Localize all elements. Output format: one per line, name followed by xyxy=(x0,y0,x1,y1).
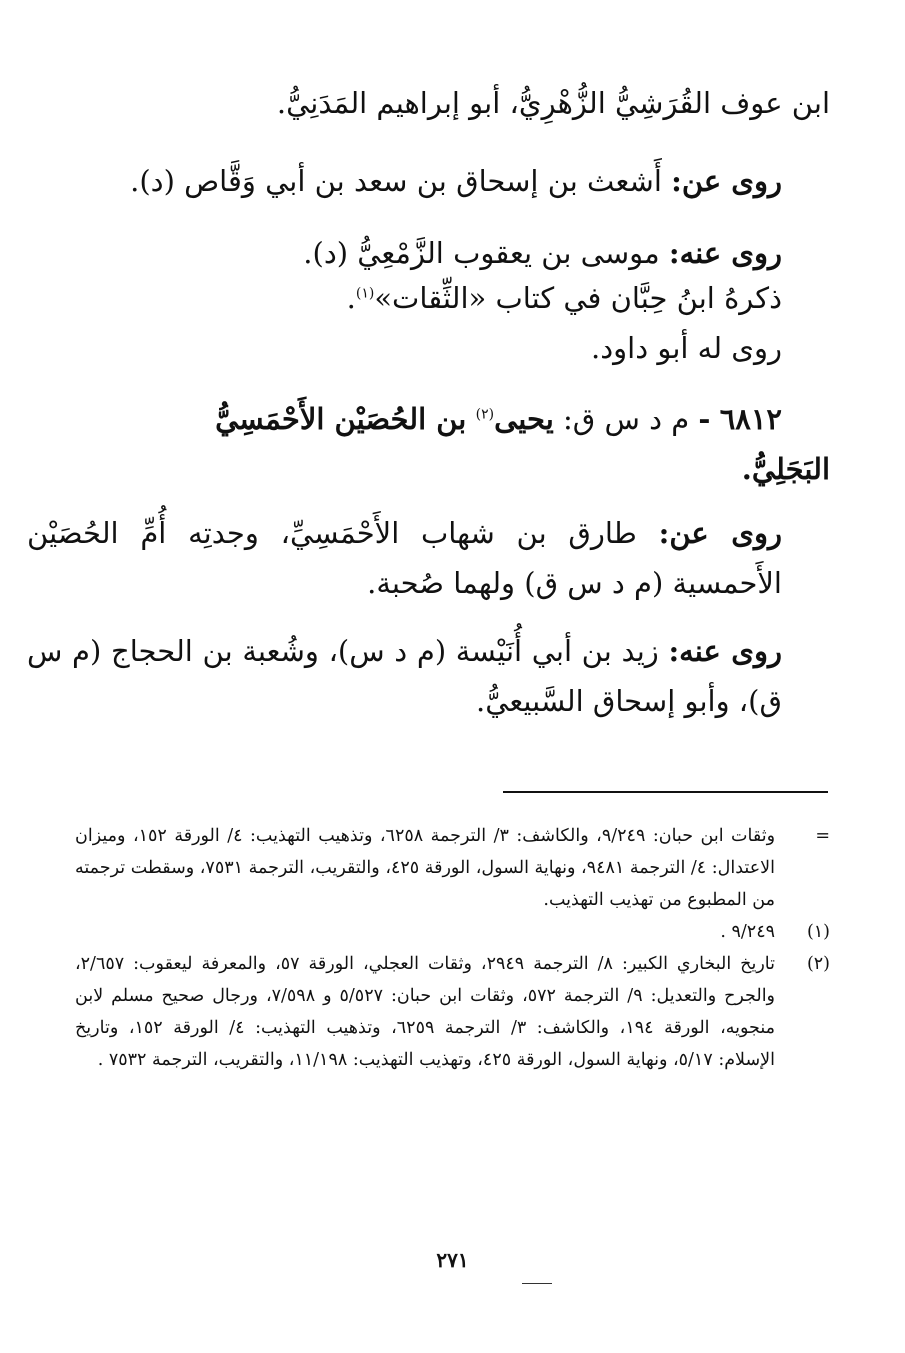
continuation-line xyxy=(75,78,830,128)
narrated-from-2 xyxy=(27,508,830,608)
narrated-from-text: أَشعث بن إسحاق بن سعد بن أبي وَقَّاص (د). xyxy=(130,164,662,198)
bottom-dash xyxy=(522,1283,552,1284)
entry-symbols: م د س ق: xyxy=(563,402,690,436)
footnote-continuation xyxy=(75,820,830,916)
narrated-by-label: روى عنه: xyxy=(668,236,782,270)
footnote-2 xyxy=(75,948,830,1076)
footnote-ref-2[interactable]: (٢) xyxy=(475,406,495,423)
footnotes xyxy=(75,820,830,1076)
entry-nisba: البَجَلِيُّ. xyxy=(741,452,830,486)
abu-dawud-line xyxy=(27,323,830,373)
narrated-by-text: زيد بن أبي أُنَيْسة (م د س)، وشُعبة بن الحجاج (م س ق)، وأبو إسحاق السَّبيعيُّ. xyxy=(27,634,782,718)
narrated-from-label: روى عن: xyxy=(671,164,782,198)
abu-dawud-text: روى له أبو داود. xyxy=(591,331,782,365)
footnote-text: وثقات ابن حبان: ٩/٢٤٩، والكاشف: ٣/ الترجمة ٦٢٥٨، وتذهيب التهذيب: ٤/ الورقة ١٥٢، وميزان الاعتدال: ٤/ الترجمة ٩٤٨١، ونهاية السول، الورقة ٤٢٥، والتقريب، الترجمة ٧٥٣١، وسقطت ترجمته من المطبوع من تهذيب التهذيب. xyxy=(75,826,776,910)
footnote-ref-1[interactable]: (١) xyxy=(355,285,375,302)
narrated-by-1 xyxy=(27,228,830,278)
footnote-separator xyxy=(503,791,828,793)
narrated-by-text: موسى بن يعقوب الزَّمْعِيُّ (د). xyxy=(303,236,660,270)
entry-heading xyxy=(27,394,830,444)
narrated-from-1 xyxy=(27,156,830,206)
thiqat-text: ذكرهُ ابنُ حِبَّان في كتاب «الثِّقات» xyxy=(374,281,782,315)
narrated-by-2 xyxy=(27,626,830,726)
footnote-text: ٩/٢٤٩ . xyxy=(720,922,775,942)
entry-name-rest: بن الحُصَيْن الأَحْمَسِيُّ xyxy=(215,402,467,436)
footnote-marker: = xyxy=(815,826,830,846)
page-number: ٢٧١ xyxy=(436,1248,469,1272)
narrated-from-text: طارق بن شهاب الأَحْمَسِيِّ، وجدتِه أُمِّ الحُصَيْن الأَحمسية (م د س ق) ولهما صُحبة. xyxy=(27,516,782,600)
footnote-marker: (١) xyxy=(806,922,830,942)
entry-name-first: يحيى xyxy=(494,402,554,436)
entry-nisba-line xyxy=(75,444,830,494)
thiqat-line xyxy=(27,273,830,323)
narrated-from-label: روى عن: xyxy=(658,516,783,550)
entry-dash: - xyxy=(698,402,711,436)
footnote-1 xyxy=(75,916,830,948)
entry-number: ٦٨١٢ xyxy=(719,402,782,436)
continuation-text: ابن عوف القُرَشِيُّ الزُّهْرِيُّ، أبو إبراهيم المَدَنِيُّ. xyxy=(276,86,830,120)
thiqat-end: . xyxy=(346,281,356,315)
footnote-marker: (٢) xyxy=(806,954,830,974)
narrated-by-label: روى عنه: xyxy=(668,634,782,668)
footnote-text: تاريخ البخاري الكبير: ٨/ الترجمة ٢٩٤٩، وثقات العجلي، الورقة ٥٧، والمعرفة ليعقوب: ٢/٦٥٧، والجرح والتعديل: ٩/ الترجمة ٥٧٢، وثقات ابن حبان: ٥/٥٢٧ و ٧/٥٩٨، ورجال صحيح مسلم لابن منجويه، الورقة ١٩٤، والكاشف: ٣/ الترجمة ٦٢٥٩، وتذهيب التهذيب: ٤/ الورقة ١٥٢، وتاريخ الإسلام: ٥/١٧، ونهاية السول، الورقة ٤٢٥، وتهذيب التهذيب: ١١/١٩٨، والتقريب، الترجمة ٧٥٣٢ . xyxy=(75,954,776,1070)
